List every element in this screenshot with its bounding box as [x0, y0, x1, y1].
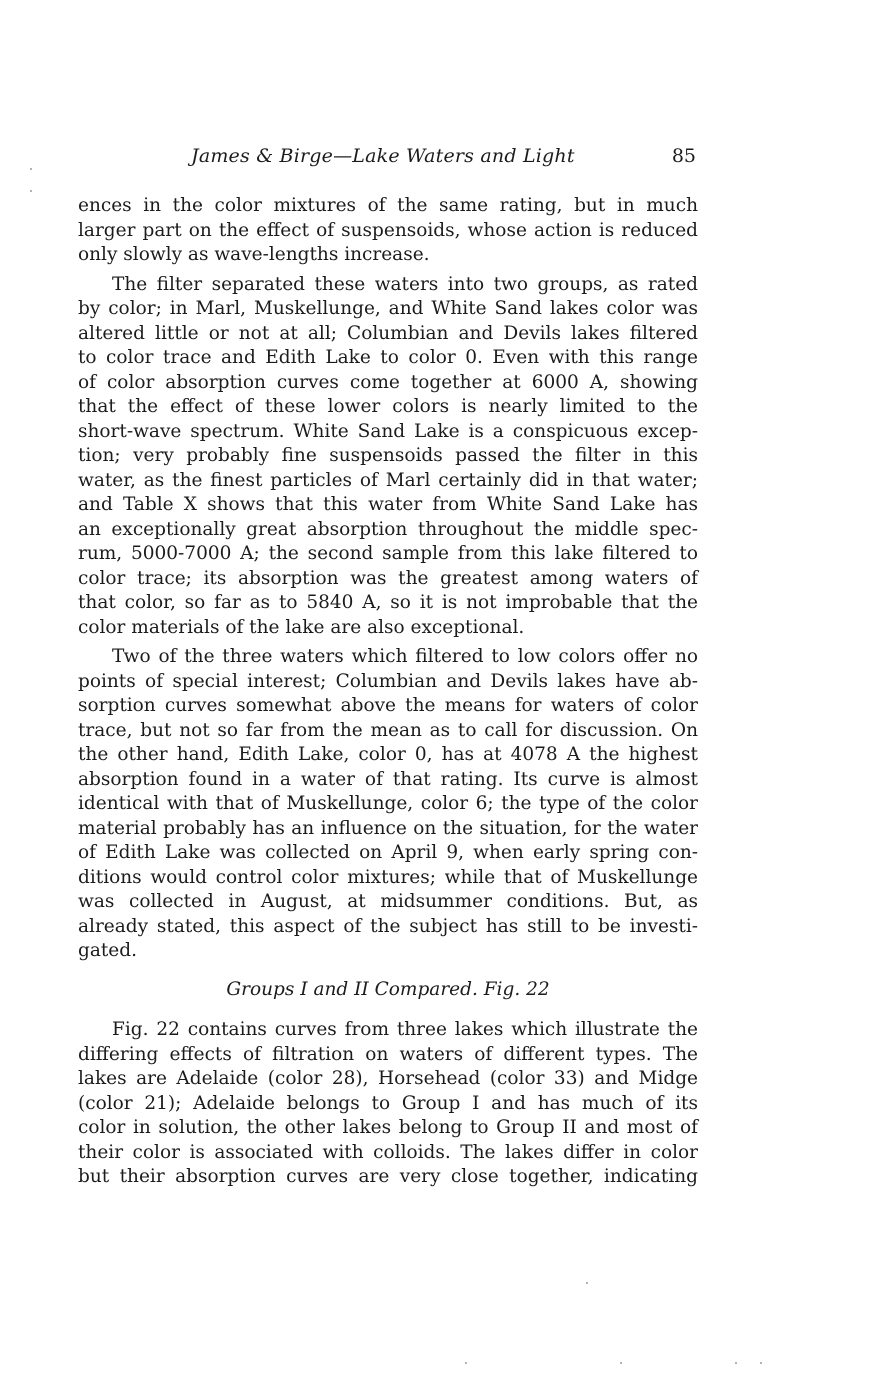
- paper-speck: [620, 1362, 622, 1364]
- paper-speck: [760, 1362, 762, 1364]
- text-line: was collected in August, at midsummer conditions. But, as: [78, 891, 698, 912]
- paragraph-4: [78, 1018, 698, 1190]
- text-line: color in solution, the other lakes belong to Group II and most of: [78, 1117, 698, 1138]
- text-line: of Edith Lake was collected on April 9, when early spring con-: [78, 842, 698, 863]
- text-line: but their absorption curves are very close together, indicating: [78, 1166, 698, 1187]
- text-line: water, as the finest particles of Marl certainly did in that water;: [78, 469, 698, 491]
- text-line: their color is associated with colloids. The lakes differ in color: [78, 1141, 698, 1163]
- text-line: ences in the color mixtures of the same rating, but in much: [78, 195, 698, 216]
- text-line: that color, so far as to 5840 A, so it is not improbable that the: [78, 592, 698, 613]
- text-line: by color; in Marl, Muskellunge, and White Sand lakes color was: [78, 298, 698, 319]
- text-line: material probably has an influence on the situation, for the water: [78, 817, 698, 839]
- text-line: and Table X shows that this water from White Sand Lake has: [78, 494, 698, 515]
- text-line: altered little or not at all; Columbian and Devils lakes filtered: [78, 322, 698, 344]
- text-line: that the effect of these lower colors is nearly limited to the: [78, 396, 698, 417]
- text-line: only slowly as wave-lengths increase.: [78, 244, 430, 265]
- page-number: 85: [671, 145, 696, 167]
- text-line: gated.: [78, 940, 137, 961]
- paper-speck: [735, 1362, 737, 1364]
- section-heading: Groups I and II Compared. Fig. 22: [226, 978, 550, 1000]
- text-line: of color absorption curves come together at 6000 A, showing: [78, 371, 698, 393]
- text-line: sorption curves somewhat above the means for waters of color: [78, 695, 698, 716]
- paper-speck: [30, 168, 32, 170]
- running-head: [78, 145, 698, 171]
- text-line: identical with that of Muskellunge, color 6; the type of the color: [78, 793, 698, 814]
- paper-speck: [465, 1362, 467, 1364]
- text-line: The filter separated these waters into two groups, as rated: [112, 273, 698, 295]
- body-text: [78, 194, 698, 1195]
- text-line: Two of the three waters which filtered to low colors offer no: [112, 646, 698, 667]
- paragraph-3: [78, 645, 698, 964]
- text-line: the other hand, Edith Lake, color 0, has at 4078 A the highest: [78, 744, 698, 765]
- text-line: color materials of the lake are also exceptional.: [78, 616, 525, 638]
- text-line: lakes are Adelaide (color 28), Horsehead (color 33) and Midge: [78, 1068, 698, 1089]
- text-line: rum, 5000-7000 A; the second sample from this lake filtered to: [78, 543, 698, 564]
- text-line: short-wave spectrum. White Sand Lake is a conspicuous excep-: [78, 420, 698, 442]
- text-line: absorption found in a water of that rating. Its curve is almost: [78, 768, 698, 790]
- text-line: an exceptionally great absorption throughout the middle spec-: [78, 518, 698, 540]
- paper-speck: [30, 190, 32, 192]
- text-line: points of special interest; Columbian and Devils lakes have ab-: [78, 670, 698, 692]
- text-line: to color trace and Edith Lake to color 0. Even with this range: [78, 347, 698, 368]
- paper-speck: [586, 1282, 588, 1284]
- paragraph-1: [78, 194, 698, 268]
- text-line: color trace; its absorption was the greatest among waters of: [78, 567, 698, 589]
- text-line: trace, but not so far from the mean as to call for discussion. On: [78, 719, 698, 741]
- text-line: ditions would control color mixtures; while that of Muskellunge: [78, 866, 698, 888]
- text-line: (color 21); Adelaide belongs to Group I and has much of its: [78, 1092, 698, 1114]
- text-line: Fig. 22 contains curves from three lakes which illustrate the: [112, 1019, 698, 1040]
- text-line: differing effects of filtration on waters of different types. The: [78, 1043, 698, 1065]
- running-title: James & Birge—Lake Waters and Light: [191, 145, 575, 167]
- text-line: tion; very probably fine suspensoids passed the filter in this: [78, 445, 698, 466]
- text-line: larger part on the effect of suspensoids, whose action is reduced: [78, 219, 698, 241]
- paragraph-2: [78, 273, 698, 641]
- text-line: already stated, this aspect of the subject has still to be investi-: [78, 915, 698, 937]
